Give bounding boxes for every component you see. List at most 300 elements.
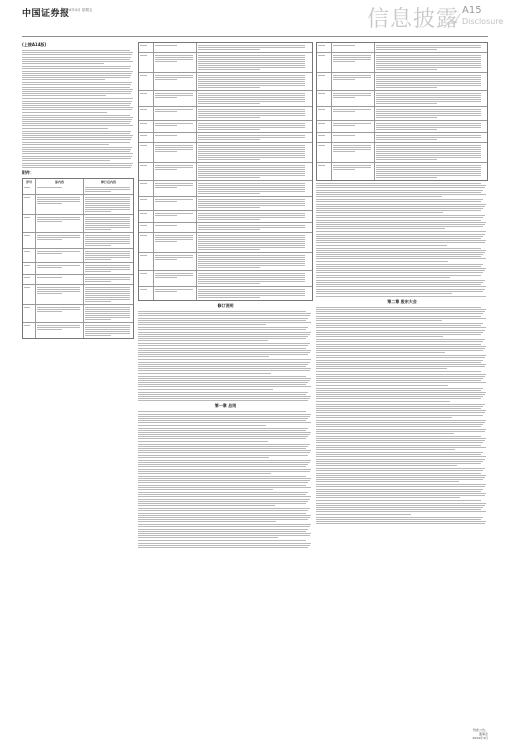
text-line bbox=[316, 382, 486, 383]
text-line bbox=[85, 251, 130, 252]
text-line bbox=[155, 109, 193, 110]
text-line bbox=[155, 215, 177, 216]
text-line bbox=[198, 113, 305, 114]
text-line bbox=[138, 411, 306, 412]
text-line bbox=[376, 61, 481, 62]
text-line bbox=[376, 101, 481, 102]
text-line bbox=[376, 103, 437, 104]
text-line bbox=[85, 209, 130, 210]
text-line bbox=[85, 225, 130, 226]
text-line bbox=[198, 129, 260, 130]
table-cell bbox=[196, 133, 312, 142]
text-line bbox=[155, 237, 193, 238]
table-row bbox=[139, 106, 312, 120]
text-line bbox=[198, 265, 305, 266]
text-line bbox=[37, 311, 62, 312]
text-line bbox=[376, 55, 481, 56]
text-line bbox=[85, 309, 130, 310]
text-line bbox=[333, 151, 355, 152]
table-row bbox=[23, 304, 133, 322]
text-line bbox=[22, 98, 133, 99]
revision-table bbox=[22, 178, 134, 339]
text-line bbox=[376, 57, 481, 58]
text-line bbox=[155, 275, 193, 276]
text-line bbox=[376, 109, 481, 110]
masthead bbox=[0, 0, 506, 38]
text-line bbox=[316, 486, 485, 487]
table-cell bbox=[196, 271, 312, 286]
table-cell bbox=[196, 211, 312, 222]
text-line bbox=[198, 263, 305, 264]
text-line bbox=[85, 291, 130, 292]
text-line bbox=[85, 191, 111, 192]
table-cell bbox=[139, 107, 153, 120]
text-line bbox=[316, 378, 483, 379]
text-line bbox=[316, 350, 483, 351]
text-line bbox=[316, 254, 483, 255]
text-line bbox=[85, 255, 130, 256]
text-line bbox=[138, 471, 310, 472]
text-line bbox=[198, 295, 305, 296]
text-line bbox=[138, 480, 310, 481]
table-cell bbox=[23, 263, 35, 274]
text-line bbox=[198, 279, 305, 280]
text-line bbox=[138, 354, 308, 355]
text-line bbox=[198, 109, 305, 110]
text-line bbox=[85, 241, 130, 242]
column-middle bbox=[138, 40, 313, 740]
text-line bbox=[155, 257, 193, 258]
text-line bbox=[198, 193, 260, 194]
text-line bbox=[198, 93, 305, 94]
table-row bbox=[139, 286, 312, 300]
text-line bbox=[138, 384, 306, 385]
text-line bbox=[316, 514, 411, 515]
text-line bbox=[22, 73, 132, 74]
newspaper-logo: 中国证券报 bbox=[22, 9, 70, 19]
text-line bbox=[376, 171, 481, 172]
text-line bbox=[376, 137, 481, 138]
text-line bbox=[316, 465, 457, 466]
text-line bbox=[198, 205, 305, 206]
text-line bbox=[37, 265, 80, 266]
text-line bbox=[316, 224, 485, 225]
table-cell bbox=[139, 143, 153, 162]
text-line bbox=[316, 456, 486, 457]
text-line bbox=[198, 169, 305, 170]
text-line bbox=[318, 75, 325, 76]
text-line bbox=[138, 428, 308, 429]
text-line bbox=[376, 147, 481, 148]
text-line bbox=[138, 436, 308, 437]
text-line bbox=[37, 199, 80, 200]
text-line bbox=[198, 127, 305, 128]
table-row bbox=[23, 185, 133, 194]
table-cell bbox=[196, 53, 312, 72]
text-line bbox=[37, 197, 80, 198]
text-line bbox=[316, 344, 481, 345]
text-line bbox=[198, 117, 260, 118]
text-line bbox=[138, 501, 308, 502]
text-line bbox=[316, 320, 442, 321]
text-line bbox=[138, 478, 311, 479]
text-line bbox=[198, 243, 305, 244]
text-line bbox=[198, 151, 305, 152]
text-line bbox=[138, 389, 273, 390]
table-cell bbox=[83, 285, 133, 304]
text-line bbox=[316, 442, 483, 443]
text-line bbox=[376, 59, 481, 60]
text-line bbox=[85, 287, 130, 288]
text-line bbox=[316, 396, 483, 397]
table-body bbox=[139, 43, 312, 300]
table-cell bbox=[139, 233, 153, 252]
text-line bbox=[138, 476, 306, 477]
table-cell bbox=[317, 143, 331, 162]
text-line bbox=[85, 319, 111, 320]
text-line bbox=[376, 145, 481, 146]
text-line bbox=[198, 63, 305, 64]
text-line bbox=[198, 291, 305, 292]
text-line bbox=[376, 177, 437, 178]
table-cell bbox=[83, 275, 133, 284]
text-line bbox=[37, 293, 62, 294]
text-line bbox=[316, 336, 443, 337]
text-line bbox=[333, 109, 371, 110]
text-line bbox=[138, 526, 310, 527]
text-line bbox=[316, 357, 485, 358]
text-line bbox=[376, 139, 437, 140]
text-line bbox=[316, 371, 481, 372]
text-line bbox=[333, 77, 371, 78]
text-line bbox=[198, 159, 260, 160]
text-line bbox=[138, 489, 273, 490]
text-line bbox=[22, 79, 105, 80]
text-line bbox=[138, 398, 310, 399]
text-line bbox=[316, 433, 454, 434]
text-line bbox=[316, 479, 483, 480]
text-line bbox=[138, 382, 308, 383]
text-line bbox=[155, 255, 193, 256]
text-line bbox=[138, 513, 306, 514]
text-line bbox=[316, 477, 485, 478]
text-line bbox=[318, 145, 325, 146]
text-line bbox=[376, 117, 437, 118]
text-line bbox=[198, 79, 305, 80]
text-line bbox=[376, 151, 481, 152]
text-line bbox=[85, 325, 130, 326]
text-line bbox=[376, 95, 481, 96]
text-line bbox=[138, 334, 310, 335]
text-line bbox=[198, 175, 305, 176]
text-line bbox=[316, 289, 485, 290]
text-line bbox=[198, 139, 260, 140]
text-line bbox=[316, 507, 483, 508]
table-cell bbox=[23, 275, 35, 284]
text-line bbox=[316, 493, 486, 494]
text-line bbox=[376, 93, 481, 94]
table-cell bbox=[23, 305, 35, 322]
text-line bbox=[376, 99, 481, 100]
text-line bbox=[316, 366, 485, 367]
text-line bbox=[85, 237, 130, 238]
text-line bbox=[198, 185, 305, 186]
section-heading: 第二章 股东大会 bbox=[387, 298, 417, 304]
table-row bbox=[139, 43, 312, 52]
text-line bbox=[138, 533, 311, 534]
text-line bbox=[316, 461, 483, 462]
text-line bbox=[138, 492, 308, 493]
text-line bbox=[85, 221, 130, 222]
text-line bbox=[22, 125, 133, 126]
text-line bbox=[318, 93, 325, 94]
text-line bbox=[138, 510, 308, 511]
text-line bbox=[198, 177, 260, 178]
text-line bbox=[155, 55, 193, 56]
text-line bbox=[316, 352, 445, 353]
table-cell bbox=[374, 133, 487, 142]
text-line bbox=[316, 268, 486, 269]
text-line bbox=[37, 235, 80, 236]
text-line bbox=[198, 137, 305, 138]
text-line bbox=[316, 275, 481, 276]
text-line bbox=[85, 235, 130, 236]
section-subtitle: Disclosure bbox=[462, 17, 504, 26]
text-line bbox=[316, 228, 445, 229]
text-line bbox=[155, 123, 193, 124]
text-line bbox=[333, 45, 355, 46]
text-line bbox=[198, 201, 305, 202]
text-line bbox=[22, 61, 133, 62]
text-line bbox=[138, 322, 311, 323]
text-line bbox=[138, 462, 310, 463]
text-line bbox=[22, 117, 133, 118]
body-text-block bbox=[316, 307, 488, 524]
text-line bbox=[37, 219, 80, 220]
text-line bbox=[333, 95, 371, 96]
text-line bbox=[140, 145, 147, 146]
table-row bbox=[23, 274, 133, 284]
text-line bbox=[138, 370, 310, 371]
text-line bbox=[318, 55, 325, 56]
table-cell bbox=[331, 133, 374, 142]
text-line bbox=[138, 378, 311, 379]
text-line bbox=[24, 187, 30, 188]
table-cell bbox=[153, 91, 196, 106]
text-line bbox=[22, 139, 131, 140]
text-line bbox=[316, 519, 481, 520]
table-cell bbox=[83, 305, 133, 322]
text-line bbox=[316, 185, 486, 186]
table-cell bbox=[196, 181, 312, 196]
text-line bbox=[85, 293, 130, 294]
text-line bbox=[155, 57, 193, 58]
text-line bbox=[24, 325, 30, 326]
text-line bbox=[22, 142, 130, 143]
text-line bbox=[155, 183, 193, 184]
text-line bbox=[316, 248, 481, 249]
text-line bbox=[140, 255, 147, 256]
text-line bbox=[138, 336, 308, 337]
text-line bbox=[22, 112, 107, 113]
table-cell bbox=[196, 91, 312, 106]
table-row bbox=[139, 132, 312, 142]
text-line bbox=[198, 217, 305, 218]
text-line bbox=[198, 147, 305, 148]
text-line bbox=[37, 327, 80, 328]
text-line bbox=[155, 59, 193, 60]
text-line bbox=[316, 449, 455, 450]
text-line bbox=[140, 289, 147, 290]
text-line bbox=[24, 287, 30, 288]
text-line bbox=[22, 109, 132, 110]
text-line bbox=[85, 331, 130, 332]
text-line bbox=[316, 291, 483, 292]
text-line bbox=[316, 385, 448, 386]
text-line bbox=[316, 210, 481, 211]
text-line bbox=[138, 338, 306, 339]
text-line bbox=[316, 470, 483, 471]
section-heading: 第一章 总则 bbox=[214, 403, 237, 409]
text-line bbox=[22, 50, 130, 51]
text-line bbox=[376, 85, 481, 86]
text-line bbox=[316, 199, 483, 200]
text-line bbox=[85, 301, 111, 302]
table-cell bbox=[153, 211, 196, 222]
text-line bbox=[85, 295, 130, 296]
text-line bbox=[155, 97, 177, 98]
table-cell bbox=[196, 73, 312, 90]
text-line bbox=[316, 280, 485, 281]
text-line bbox=[198, 165, 305, 166]
text-line bbox=[138, 327, 308, 328]
text-line bbox=[316, 266, 481, 267]
table-cell bbox=[139, 121, 153, 132]
text-line bbox=[138, 340, 268, 341]
table-cell bbox=[317, 43, 331, 52]
text-line bbox=[155, 45, 177, 46]
table-cell bbox=[317, 133, 331, 142]
table-row bbox=[23, 262, 133, 274]
text-line bbox=[22, 103, 131, 104]
text-line bbox=[138, 311, 306, 312]
text-line bbox=[316, 183, 481, 184]
text-line bbox=[316, 245, 447, 246]
table-row bbox=[317, 52, 487, 72]
table-cell bbox=[35, 233, 83, 248]
text-line bbox=[24, 197, 30, 198]
section-title: 信息披露 bbox=[367, 7, 460, 32]
table-cell bbox=[83, 249, 133, 262]
table-cell bbox=[83, 233, 133, 248]
table-row bbox=[139, 180, 312, 196]
table-cell bbox=[139, 73, 153, 90]
text-line bbox=[85, 229, 111, 230]
text-line bbox=[318, 123, 325, 124]
text-line bbox=[316, 415, 483, 416]
text-line bbox=[198, 155, 305, 156]
text-line bbox=[198, 115, 305, 116]
text-line bbox=[316, 459, 485, 460]
text-line bbox=[155, 239, 193, 240]
table-row bbox=[317, 106, 487, 120]
text-line bbox=[316, 398, 481, 399]
text-line bbox=[198, 283, 260, 284]
table-cell bbox=[317, 107, 331, 120]
text-line bbox=[198, 245, 305, 246]
text-line bbox=[316, 429, 486, 430]
text-line bbox=[198, 157, 305, 158]
text-line bbox=[316, 438, 486, 439]
table-row bbox=[139, 222, 312, 232]
text-line bbox=[24, 235, 30, 236]
text-line bbox=[376, 113, 481, 114]
text-line bbox=[138, 394, 306, 395]
table-cell bbox=[153, 223, 196, 232]
text-line bbox=[22, 89, 133, 90]
table-caption: 附件： bbox=[22, 170, 34, 176]
text-line bbox=[198, 273, 305, 274]
text-line bbox=[198, 293, 305, 294]
text-line bbox=[316, 368, 447, 369]
text-line bbox=[85, 327, 130, 328]
text-line bbox=[198, 275, 305, 276]
text-line bbox=[376, 173, 481, 174]
text-line bbox=[198, 183, 305, 184]
text-line bbox=[316, 215, 485, 216]
text-line bbox=[24, 251, 30, 252]
text-line bbox=[316, 511, 486, 512]
text-line bbox=[37, 325, 80, 326]
text-line bbox=[37, 287, 80, 288]
text-line bbox=[85, 315, 130, 316]
table-cell bbox=[317, 163, 331, 180]
text-line bbox=[138, 313, 311, 314]
text-line bbox=[85, 335, 111, 336]
text-line bbox=[376, 155, 481, 156]
table-body bbox=[317, 43, 487, 180]
body-text-block bbox=[138, 411, 313, 548]
text-line bbox=[198, 65, 305, 66]
text-line bbox=[22, 59, 130, 60]
text-line bbox=[140, 165, 147, 166]
text-line bbox=[316, 348, 485, 349]
table-row bbox=[23, 214, 133, 232]
body-text-block bbox=[138, 311, 313, 401]
text-line bbox=[138, 452, 310, 453]
table-row bbox=[23, 284, 133, 304]
text-line bbox=[316, 250, 486, 251]
text-line bbox=[22, 75, 131, 76]
text-line bbox=[85, 317, 130, 318]
text-line bbox=[376, 111, 481, 112]
text-line bbox=[37, 251, 80, 252]
text-line bbox=[140, 273, 147, 274]
text-line bbox=[316, 307, 481, 308]
text-line bbox=[316, 256, 481, 257]
closing-line: 特此公告。 bbox=[472, 728, 488, 732]
text-line bbox=[376, 127, 481, 128]
table-row bbox=[139, 72, 312, 90]
text-line bbox=[85, 311, 130, 312]
text-line bbox=[22, 77, 130, 78]
text-line bbox=[24, 307, 30, 308]
text-line bbox=[376, 97, 481, 98]
text-line bbox=[316, 332, 483, 333]
text-line bbox=[138, 416, 310, 417]
table-cell bbox=[374, 107, 487, 120]
table-row bbox=[23, 194, 133, 214]
